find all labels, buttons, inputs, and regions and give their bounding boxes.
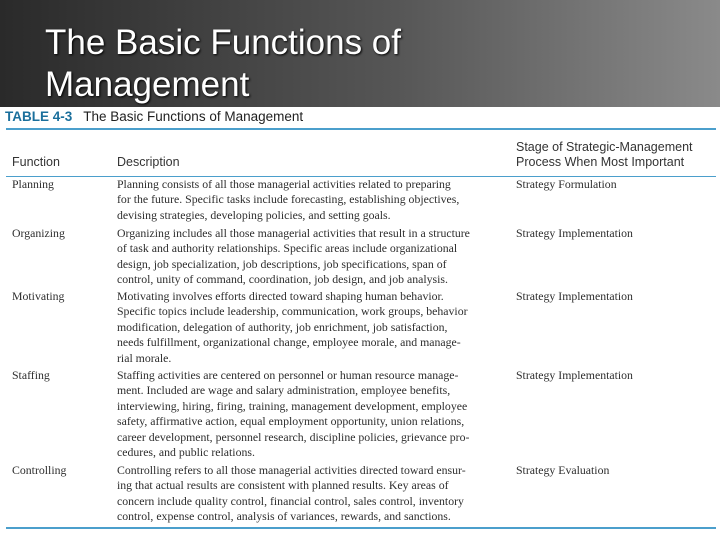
row-stage: Strategy Formulation [516, 177, 617, 191]
column-header-stage-line1: Stage of Strategic-Management [516, 140, 693, 154]
description-line: career development, personnel research, discipline policies, grievance pro- [117, 429, 470, 444]
description-line: Planning consists of all those managerial activities related to preparing [117, 177, 451, 191]
description-line: cedures, and public relations. [117, 445, 255, 460]
row-function: Planning [12, 177, 54, 191]
description-line: Specific topics include leadership, communication, work groups, behavior [117, 304, 468, 319]
description-line: modification, delegation of authority, job enrichment, job satisfaction, [117, 319, 448, 334]
description-line: needs fulfillment, organizational change, employee morale, and manage- [117, 335, 461, 350]
row-description [117, 368, 489, 460]
row-function: Motivating [12, 289, 65, 303]
description-line: for the future. Specific tasks include forecasting, establishing objectives, [117, 192, 460, 207]
row-stage: Strategy Implementation [516, 289, 633, 303]
row-function: Organizing [12, 226, 65, 240]
slide-title: The Basic Functions of Management [45, 23, 401, 104]
description-line: ment. Included are wage and salary administration, employee benefits, [117, 383, 451, 398]
table-caption [5, 107, 303, 127]
row-function: Controlling [12, 463, 67, 477]
row-function: Staffing [12, 368, 50, 382]
row-description [117, 226, 489, 288]
column-header-function: Function [12, 155, 60, 169]
description-line: devising strategies, developing policies, and setting goals. [117, 207, 391, 222]
description-line: rial morale. [117, 350, 172, 365]
table-top-rule [6, 128, 716, 130]
description-line: design, job specialization, job descriptions, job specifications, span of [117, 256, 447, 271]
description-line: concern include quality control, financial control, sales control, inventory [117, 493, 464, 508]
description-line: safety, affirmative action, equal employment opportunity, union relations, [117, 414, 465, 429]
description-line: control, expense control, analysis of variances, rewards, and sanctions. [117, 509, 451, 524]
description-line: of task and authority relationships. Specific areas include organizational [117, 241, 458, 256]
table-bottom-rule [6, 527, 716, 529]
column-header-stage-line2: Process When Most Important [516, 155, 685, 169]
description-line: Organizing includes all those managerial activities that result in a structure [117, 226, 470, 240]
description-line: Controlling refers to all those managerial activities directed toward ensur- [117, 463, 466, 477]
row-stage: Strategy Evaluation [516, 463, 610, 477]
table-title: The Basic Functions of Management [83, 109, 304, 124]
row-stage: Strategy Implementation [516, 226, 633, 240]
description-line: Staffing activities are centered on personnel or human resource manage- [117, 368, 459, 382]
row-description [117, 289, 489, 366]
column-header-stage [516, 140, 716, 170]
description-line: Motivating involves efforts directed toward shaping human behavior. [117, 289, 444, 303]
row-stage: Strategy Implementation [516, 368, 633, 382]
column-header-description: Description [117, 155, 180, 169]
description-line: interviewing, hiring, firing, training, management development, employee [117, 398, 468, 413]
description-line: control, unity of command, coordination, job design, and job analysis. [117, 272, 448, 287]
row-description [117, 177, 489, 223]
table-number: TABLE 4-3 [5, 109, 73, 124]
row-description [117, 463, 489, 525]
description-line: ing that actual results are consistent with planned results. Key areas of [117, 478, 449, 493]
